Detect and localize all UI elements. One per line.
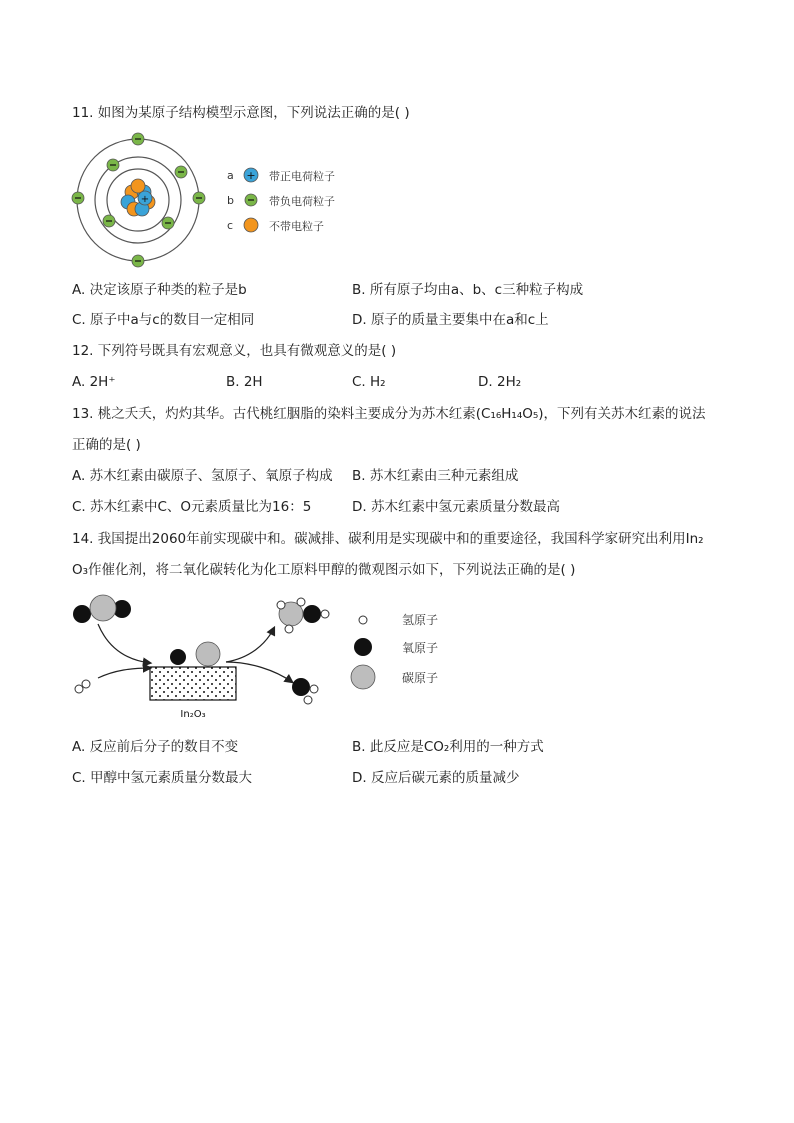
q11-option-b: B. 所有原子均由a、b、c三种粒子构成 — [352, 282, 584, 298]
methanol-reaction-diagram — [70, 590, 470, 725]
adsorbed-atoms — [170, 642, 220, 666]
arrow-methanol-out — [226, 628, 274, 662]
q11-stem: 11. 如图为某原子结构模型示意图，下列说法正确的是( ) — [72, 105, 410, 121]
q13-option-a: A. 苏木红素由碳原子、氢原子、氧原子构成 — [72, 468, 333, 484]
q13-option-c: C. 苏木红素中C、O元素质量比为16：5 — [72, 499, 312, 515]
q14-stem-line1: 14. 我国提出2060年前实现碳中和。碳减排、碳利用是实现碳中和的重要途径，我国科学家研究出利用In₂ — [72, 531, 704, 547]
q14-option-d: D. 反应后碳元素的质量减少 — [352, 770, 520, 786]
q12-stem: 12. 下列符号既具有宏观意义，也具有微观意义的是( ) — [72, 343, 397, 359]
neutral-particle-icon — [244, 218, 258, 232]
atom-legend — [227, 168, 335, 233]
q11-option-a: A. 决定该原子种类的粒子是b — [72, 282, 247, 298]
legend-carbon: 碳原子 — [402, 671, 439, 685]
arrow-co2-in — [98, 624, 150, 663]
q12-option-a: A. 2H⁺ — [72, 374, 116, 390]
legend-oxygen: 氧原子 — [402, 641, 439, 655]
legend-key-a: a — [227, 169, 234, 182]
catalyst-label: In₂O₃ — [180, 709, 206, 720]
molecule-legend — [351, 613, 438, 689]
legend-hydrogen: 氢原子 — [402, 613, 439, 627]
hydrogen-molecule — [75, 680, 90, 693]
oxygen-atom-icon — [354, 638, 372, 656]
q12-option-d: D. 2H₂ — [478, 374, 522, 390]
q11-option-d: D. 原子的质量主要集中在a和c上 — [352, 312, 549, 328]
catalyst-surface — [150, 667, 236, 700]
hydrogen-atom-icon — [359, 616, 367, 624]
legend-label-c: 不带电粒子 — [269, 220, 324, 233]
svg-text:+: + — [140, 194, 150, 205]
q14-stem-line2: O₃作催化剂，将二氧化碳转化为化工原料甲醇的微观图示如下，下列说法正确的是( ) — [72, 562, 576, 578]
nucleus — [121, 179, 155, 216]
legend-label-a: 带正电荷粒子 — [269, 170, 335, 183]
q12-option-c: C. H₂ — [352, 374, 386, 390]
methanol-molecule — [277, 598, 329, 633]
q12-option-b: B. 2H — [226, 374, 263, 390]
legend-key-c: c — [227, 219, 234, 232]
q13-option-b: B. 苏木红素由三种元素组成 — [352, 468, 519, 484]
legend-key-b: b — [227, 194, 234, 207]
q13-stem-line2: 正确的是( ) — [72, 437, 141, 453]
q14-option-c: C. 甲醇中氢元素质量分数最大 — [72, 770, 253, 786]
water-molecule — [292, 678, 318, 704]
arrow-h2-in — [98, 668, 150, 678]
q13-option-d: D. 苏木红素中氢元素质量分数最高 — [352, 499, 560, 515]
q11-option-c: C. 原子中a与c的数目一定相同 — [72, 312, 255, 328]
carbon-atom-icon — [351, 665, 375, 689]
svg-text:+: + — [246, 169, 256, 182]
legend-label-b: 带负电荷粒子 — [269, 195, 335, 208]
q14-option-b: B. 此反应是CO₂利用的一种方式 — [352, 739, 544, 755]
q14-option-a: A. 反应前后分子的数目不变 — [72, 739, 239, 755]
co2-molecule — [73, 595, 131, 623]
q13-stem-line1: 13. 桃之夭夭，灼灼其华。古代桃红胭脂的染料主要成分为苏木红素(C₁₆H₁₄O₅)，下列有关苏木红素的说法 — [72, 406, 706, 422]
atom-model-diagram — [70, 130, 360, 270]
